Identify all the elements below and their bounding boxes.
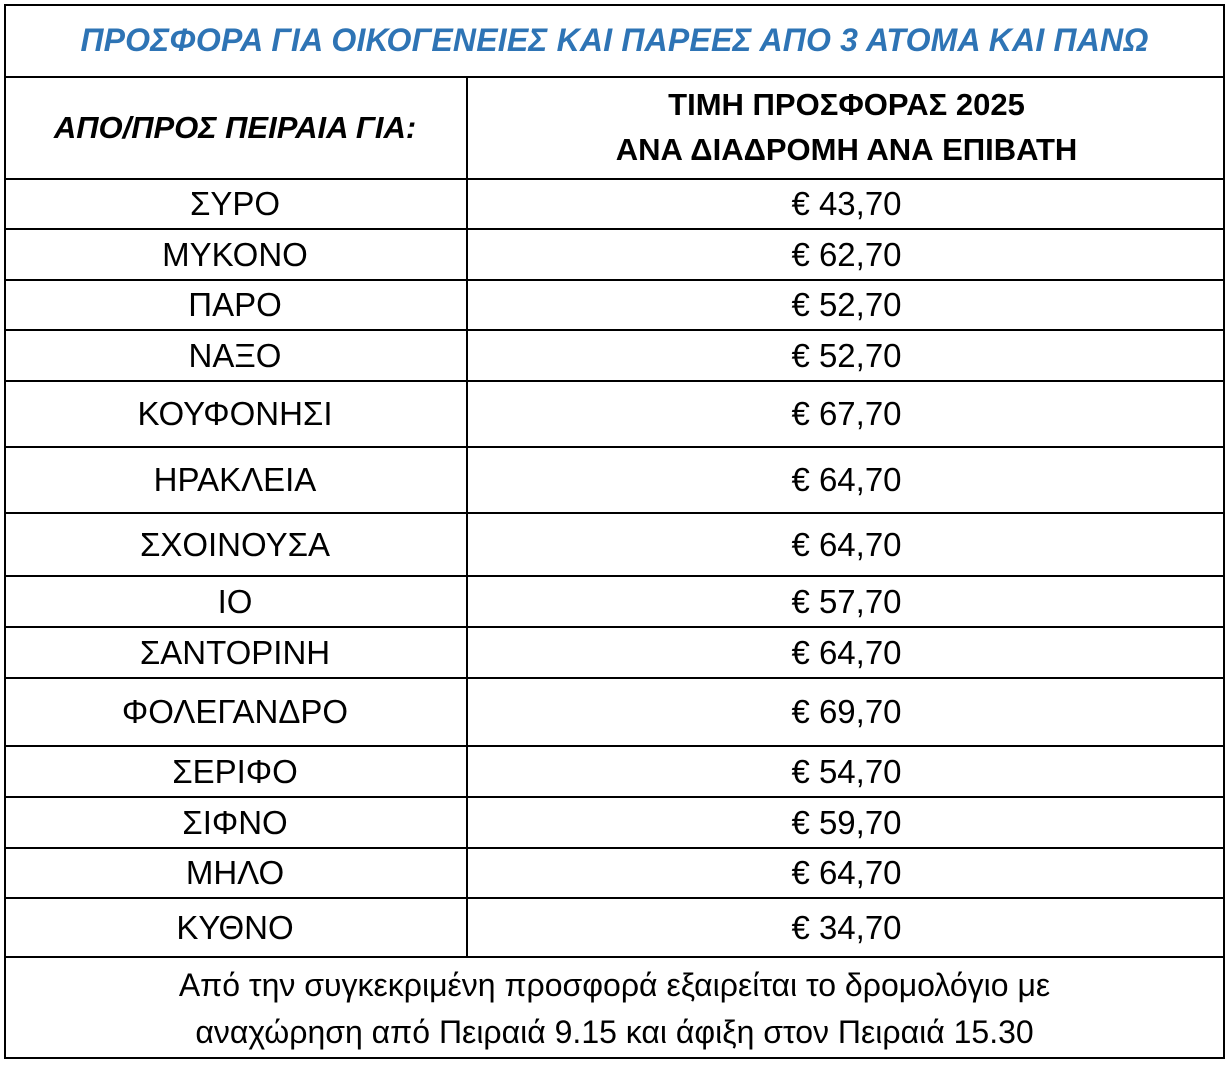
price-cell: € 43,70 <box>791 185 902 222</box>
table-header-row <box>4 78 1225 180</box>
price-cell: € 64,70 <box>791 633 902 671</box>
price-cell: € 64,70 <box>791 461 902 498</box>
price-header-line2: ΑΝΑ ΔΙΑΔΡΟΜΗ ΑΝΑ ΕΠΙΒΑΤΗ <box>615 132 1078 167</box>
destination-cell: ΣΧΟΙΝΟΥΣΑ <box>4 514 468 575</box>
footnote-line1: Από την συγκεκριμένη προσφορά εξαιρείται το δρομολόγιο με <box>178 967 1051 1004</box>
footnote-line2: αναχώρηση από Πειραιά 9.15 και άφιξη στον Πειραιά 15.30 <box>195 1013 1034 1050</box>
table-row <box>4 849 1225 899</box>
destination-cell: ΦΟΛΕΓΑΝΔΡΟ <box>4 679 468 745</box>
destination-cell: ΠΑΡΟ <box>4 281 468 329</box>
price-cell: € 34,70 <box>791 908 902 946</box>
destination-cell: ΗΡΑΚΛΕΙΑ <box>4 448 468 512</box>
destination-column-header: ΑΠΟ/ΠΡΟΣ ΠΕΙΡΑΙΑ ΓΙΑ: <box>4 78 468 178</box>
price-cell: € 69,70 <box>791 693 902 730</box>
offer-title: ΠΡΟΣΦΟΡΑ ΓΙΑ ΟΙΚΟΓΕΝΕΙΕΣ ΚΑΙ ΠΑΡΕΕΣ ΑΠΟ 3 ΑΤΟΜΑ ΚΑΙ ΠΑΝΩ <box>4 4 1225 78</box>
price-cell: € 52,70 <box>791 286 902 323</box>
price-cell: € 52,70 <box>791 336 902 374</box>
table-row <box>4 230 1225 281</box>
destination-cell: ΜΥΚΟΝΟ <box>4 230 468 279</box>
price-cell: € 64,70 <box>791 854 902 891</box>
destination-cell: ΣΕΡΙΦΟ <box>4 747 468 796</box>
price-cell: € 57,70 <box>791 582 902 620</box>
table-row <box>4 577 1225 628</box>
price-header-line1: ΤΙΜΗ ΠΡΟΣΦΟΡΑΣ 2025 <box>668 87 1025 123</box>
price-cell: € 54,70 <box>791 752 902 790</box>
table-row <box>4 514 1225 577</box>
table-row <box>4 628 1225 679</box>
table-row <box>4 281 1225 331</box>
table-row <box>4 798 1225 849</box>
table-row <box>4 899 1225 958</box>
destination-cell: ΣΥΡΟ <box>4 180 468 228</box>
price-cell: € 67,70 <box>791 395 902 432</box>
table-row <box>4 747 1225 798</box>
table-row <box>4 679 1225 747</box>
destination-cell: ΣΙΦΝΟ <box>4 798 468 847</box>
price-cell: € 62,70 <box>791 235 902 273</box>
price-cell: € 59,70 <box>791 803 902 841</box>
destination-cell: ΜΗΛΟ <box>4 849 468 897</box>
destination-cell: ΚΟΥΦΟΝΗΣΙ <box>4 382 468 446</box>
table-row <box>4 448 1225 514</box>
destination-cell: ΝΑΞΟ <box>4 331 468 380</box>
table-row <box>4 180 1225 230</box>
destination-cell: ΣΑΝΤΟΡΙΝΗ <box>4 628 468 677</box>
footnote <box>4 958 1225 1059</box>
destination-cell: ΚΥΘΝΟ <box>4 899 468 956</box>
table-row <box>4 331 1225 382</box>
table-row <box>4 382 1225 448</box>
price-column-header <box>468 78 1225 178</box>
destination-cell: ΙΟ <box>4 577 468 626</box>
price-cell: € 64,70 <box>791 525 902 563</box>
